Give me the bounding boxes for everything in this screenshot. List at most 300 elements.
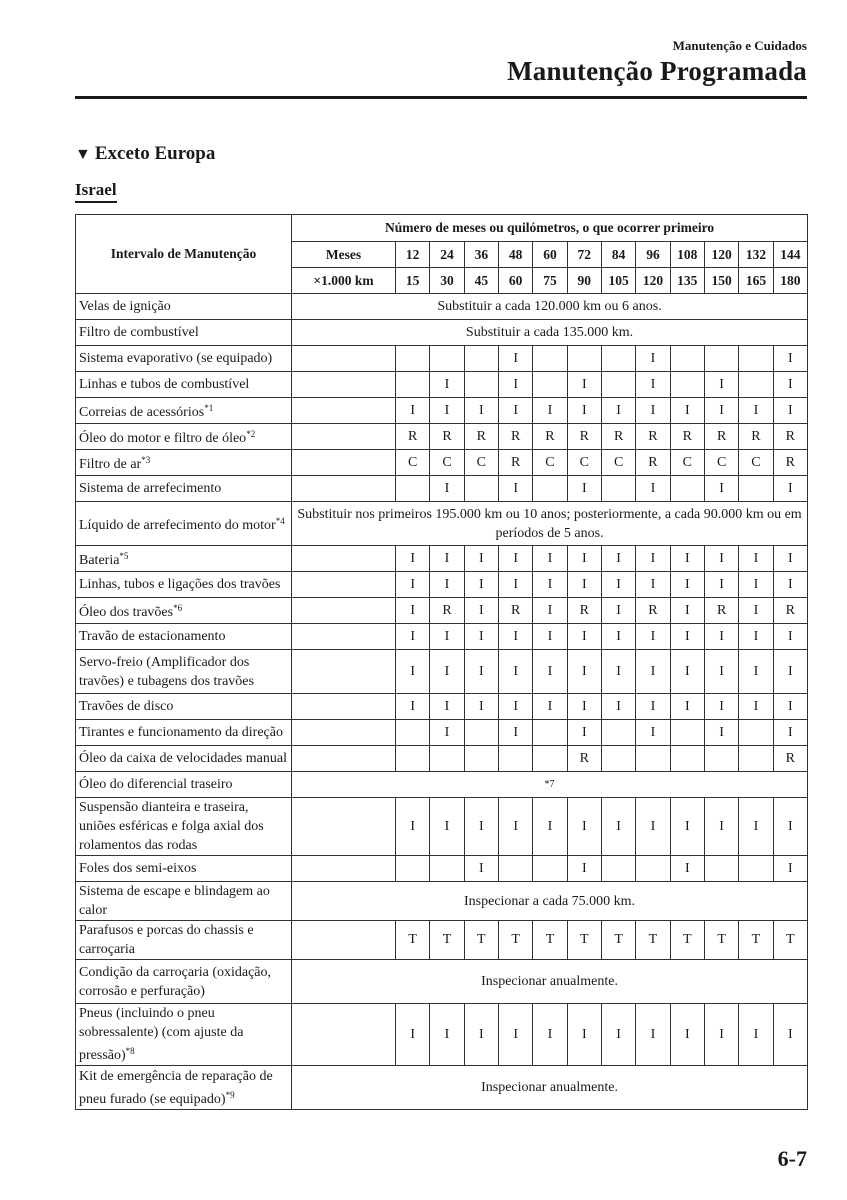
blank-cell [292,921,396,960]
interval-cell: I [396,598,430,624]
item-cell [76,372,292,398]
table-row [76,921,808,960]
interval-cell: I [773,1004,807,1066]
km-col-header: 60 [498,268,532,294]
item-cell [76,502,292,546]
interval-cell: I [464,694,498,720]
km-col-header: 165 [739,268,773,294]
blank-cell [292,398,396,424]
month-col-header: 24 [430,242,464,268]
km-col-header: 135 [670,268,704,294]
table-row [76,1066,808,1110]
interval-cell: I [773,572,807,598]
interval-cell: I [464,398,498,424]
month-col-header: 96 [636,242,670,268]
interval-cell: C [396,450,430,476]
interval-cell: C [533,450,567,476]
interval-cell: I [704,372,738,398]
table-row [76,882,808,921]
interval-cell: I [430,372,464,398]
maintenance-schedule-table [75,214,808,1110]
item-label: Parafusos e porcas do chassis e carroçaria [79,923,254,957]
triangle-down-icon: ▼ [75,146,91,163]
interval-cell: I [704,476,738,502]
interval-cell: I [773,398,807,424]
interval-cell: I [430,694,464,720]
interval-cell: I [704,798,738,856]
interval-cell: I [498,398,532,424]
interval-cell: I [498,476,532,502]
footnote-ref: *2 [246,429,256,439]
interval-cell: I [533,572,567,598]
interval-cell: I [773,798,807,856]
interval-cell: I [601,798,635,856]
page-number: 6-7 [777,1146,807,1171]
interval-cell: I [498,346,532,372]
interval-cell [430,746,464,772]
interval-cell [396,856,430,882]
item-label: Linhas e tubos de combustível [79,377,250,392]
interval-cell [601,720,635,746]
section-label: Manutenção e Cuidados [672,38,807,53]
item-label: Correias de acessórios [79,405,205,420]
interval-cell: R [704,598,738,624]
interval-cell [670,346,704,372]
item-cell [76,856,292,882]
interval-cell: I [498,546,532,572]
interval-cell: C [670,450,704,476]
item-cell [76,598,292,624]
km-col-header: 150 [704,268,738,294]
item-cell [76,882,292,921]
interval-cell: I [430,720,464,746]
interval-cell: T [636,921,670,960]
item-label: Travões de disco [79,699,174,714]
group-header-cell: Número de meses ou quilómetros, o que ocorrer primeiro [292,215,808,242]
interval-cell: I [601,624,635,650]
interval-cell: R [533,424,567,450]
interval-cell: I [670,650,704,694]
interval-cell: T [739,921,773,960]
interval-cell [533,856,567,882]
interval-cell: R [567,598,601,624]
header-row-group [76,215,808,242]
footnote-ref: *3 [141,455,151,465]
item-cell [76,960,292,1004]
item-label: Filtro de ar [79,457,142,472]
interval-cell: R [430,598,464,624]
table-row [76,1004,808,1066]
interval-cell: I [430,476,464,502]
span-cell: Substituir a cada 135.000 km. [292,320,808,346]
table-row [76,572,808,598]
interval-cell: I [498,1004,532,1066]
item-label: Foles dos semi-eixos [79,861,197,876]
interval-cell: C [567,450,601,476]
interval-cell: I [464,624,498,650]
km-col-header: 90 [567,268,601,294]
item-label: Servo-freio (Amplificador dos travões) e tubagens dos travões [79,654,254,689]
interval-cell [396,476,430,502]
item-label: Bateria [79,553,120,568]
interval-cell [601,746,635,772]
item-label: Sistema de escape e blindagem ao calor [79,884,270,918]
interval-cell: I [773,624,807,650]
interval-cell: I [601,398,635,424]
item-cell [76,772,292,798]
interval-cell [601,856,635,882]
table-row [76,546,808,572]
table-row [76,320,808,346]
interval-cell: I [533,546,567,572]
interval-cell: T [464,921,498,960]
interval-cell: C [739,450,773,476]
interval-cell: I [601,694,635,720]
interval-cell [533,720,567,746]
interval-cell [636,746,670,772]
interval-cell: R [567,746,601,772]
interval-cell: I [533,694,567,720]
interval-cell: I [773,720,807,746]
section-heading-text: Exceto Europa [94,143,216,164]
row-header-cell: Intervalo de Manutenção [76,215,292,294]
interval-cell [739,746,773,772]
month-col-header: 60 [533,242,567,268]
table-body [76,294,808,1110]
interval-cell: I [670,694,704,720]
interval-cell: I [498,694,532,720]
table-row [76,694,808,720]
interval-cell: I [567,720,601,746]
interval-cell: I [739,398,773,424]
interval-cell: I [430,650,464,694]
interval-cell: I [567,624,601,650]
item-cell [76,1004,292,1066]
interval-cell: I [533,798,567,856]
interval-cell: I [567,856,601,882]
months-label: Meses [292,242,396,268]
interval-cell [739,346,773,372]
km-label: ×1.000 km [292,268,396,294]
blank-cell [292,624,396,650]
interval-cell: I [739,798,773,856]
interval-cell: I [704,572,738,598]
interval-cell: I [636,346,670,372]
interval-cell: R [773,746,807,772]
km-col-header: 30 [430,268,464,294]
interval-cell: I [567,572,601,598]
interval-cell: I [464,798,498,856]
interval-cell: I [636,1004,670,1066]
interval-cell: I [498,624,532,650]
interval-cell: R [464,424,498,450]
interval-cell: I [739,624,773,650]
item-cell [76,921,292,960]
interval-cell: I [567,398,601,424]
interval-cell: I [567,476,601,502]
interval-cell [704,856,738,882]
table-row [76,856,808,882]
interval-cell: I [636,398,670,424]
interval-cell: I [567,546,601,572]
interval-cell: I [670,1004,704,1066]
interval-cell: T [670,921,704,960]
interval-cell: I [601,598,635,624]
interval-cell: I [636,372,670,398]
footnote-ref: *5 [119,551,129,561]
interval-cell [601,372,635,398]
item-label: Óleo do diferencial traseiro [79,777,233,792]
interval-cell [533,372,567,398]
interval-cell: I [498,720,532,746]
interval-cell: I [430,624,464,650]
table-row [76,372,808,398]
interval-cell [396,746,430,772]
interval-cell: I [739,1004,773,1066]
item-label: Óleo dos travões [79,605,174,620]
item-label: Pneus (incluindo o pneu sobressalente) (com ajuste da pressão) [79,1006,244,1063]
item-cell [76,346,292,372]
footnote-ref: *9 [225,1089,235,1100]
interval-cell: R [636,598,670,624]
interval-cell [396,346,430,372]
month-col-header: 144 [773,242,807,268]
interval-cell [396,372,430,398]
interval-cell: I [704,694,738,720]
interval-cell [396,720,430,746]
interval-cell: I [636,624,670,650]
interval-cell [704,746,738,772]
interval-cell: I [533,598,567,624]
interval-cell [601,346,635,372]
interval-cell: I [601,572,635,598]
interval-cell [670,372,704,398]
interval-cell: I [396,798,430,856]
footnote-ref: *6 [173,603,183,613]
interval-cell: R [567,424,601,450]
interval-cell: I [601,650,635,694]
section-heading [75,143,215,165]
month-col-header: 120 [704,242,738,268]
item-cell [76,650,292,694]
interval-cell [670,476,704,502]
km-col-header: 15 [396,268,430,294]
table-row [76,346,808,372]
item-cell [76,546,292,572]
interval-cell [533,746,567,772]
blank-cell [292,856,396,882]
item-label: Linhas, tubos e ligações dos travões [79,577,281,592]
interval-cell [498,746,532,772]
table-row [76,502,808,546]
interval-cell: I [670,398,704,424]
interval-cell: I [533,650,567,694]
blank-cell [292,1004,396,1066]
item-cell [76,720,292,746]
interval-cell: I [601,546,635,572]
item-label: Kit de emergência de reparação de pneu furado (se equipado) [79,1068,273,1107]
blank-cell [292,476,396,502]
interval-cell [670,720,704,746]
interval-cell [739,720,773,746]
item-label: Filtro de combustível [79,325,199,340]
month-col-header: 132 [739,242,773,268]
interval-cell [601,476,635,502]
interval-cell: I [430,572,464,598]
interval-cell: I [670,598,704,624]
interval-cell: I [396,694,430,720]
item-cell [76,320,292,346]
interval-cell: I [773,694,807,720]
km-col-header: 120 [636,268,670,294]
table-row [76,476,808,502]
interval-cell: R [773,598,807,624]
interval-cell: I [739,546,773,572]
item-label: Velas de ignição [79,299,171,314]
interval-cell: I [773,650,807,694]
item-label: Líquido de arrefecimento do motor [79,518,276,533]
blank-cell [292,450,396,476]
interval-cell [464,346,498,372]
interval-cell [567,346,601,372]
interval-cell: I [704,1004,738,1066]
blank-cell [292,424,396,450]
interval-cell [464,720,498,746]
interval-cell: T [498,921,532,960]
interval-cell: T [533,921,567,960]
item-label: Sistema evaporativo (se equipado) [79,351,273,366]
interval-cell: I [636,476,670,502]
interval-cell: T [773,921,807,960]
interval-cell [739,372,773,398]
interval-cell: I [396,398,430,424]
item-cell [76,450,292,476]
interval-cell [464,746,498,772]
footnote-ref: *4 [275,516,285,526]
table-row [76,624,808,650]
interval-cell: I [739,650,773,694]
blank-cell [292,346,396,372]
interval-cell: I [464,598,498,624]
item-cell [76,294,292,320]
span-cell: Inspecionar anualmente. [292,1066,808,1110]
interval-cell: I [567,694,601,720]
interval-cell: I [464,546,498,572]
month-col-header: 108 [670,242,704,268]
interval-cell: I [704,546,738,572]
item-label: Condição da carroçaria (oxidação, corrosão e perfuração) [79,964,272,999]
table-row [76,798,808,856]
table-row [76,720,808,746]
interval-cell: I [498,798,532,856]
interval-cell [464,372,498,398]
interval-cell: R [636,450,670,476]
interval-cell: I [533,1004,567,1066]
table-row [76,450,808,476]
km-col-header: 105 [601,268,635,294]
interval-cell: I [704,650,738,694]
interval-cell: T [567,921,601,960]
blank-cell [292,720,396,746]
blank-cell [292,746,396,772]
item-cell [76,746,292,772]
span-cell: Substituir nos primeiros 195.000 km ou 10 anos; posteriormente, a cada 90.000 km ou em períodos de 5 anos. [292,502,808,546]
interval-cell: I [773,476,807,502]
span-cell: *7 [292,772,808,798]
table-row [76,746,808,772]
interval-cell: I [670,624,704,650]
interval-cell [704,346,738,372]
interval-cell: C [430,450,464,476]
interval-cell: I [464,1004,498,1066]
item-label: Tirantes e funcionamento da direção [79,725,283,740]
interval-cell: I [533,398,567,424]
interval-cell [533,476,567,502]
interval-cell: I [739,572,773,598]
interval-cell: I [430,546,464,572]
interval-cell: I [773,546,807,572]
interval-cell: I [430,398,464,424]
interval-cell: I [396,1004,430,1066]
interval-cell: I [533,624,567,650]
interval-cell: R [498,598,532,624]
item-cell [76,624,292,650]
interval-cell: I [430,1004,464,1066]
item-label: Óleo da caixa de velocidades manual [79,751,287,766]
footnote-ref: *8 [125,1046,135,1056]
interval-cell: R [430,424,464,450]
interval-cell [670,746,704,772]
interval-cell: T [601,921,635,960]
item-cell [76,694,292,720]
item-cell [76,424,292,450]
span-cell: Substituir a cada 120.000 km ou 6 anos. [292,294,808,320]
table-row [76,398,808,424]
interval-cell [636,856,670,882]
month-col-header: 72 [567,242,601,268]
interval-cell: I [670,798,704,856]
interval-cell: I [670,856,704,882]
item-cell [76,1066,292,1110]
interval-cell: R [396,424,430,450]
interval-cell: I [773,856,807,882]
interval-cell [498,856,532,882]
interval-cell: I [773,372,807,398]
interval-cell: C [704,450,738,476]
blank-cell [292,694,396,720]
interval-cell: T [396,921,430,960]
month-col-header: 48 [498,242,532,268]
interval-cell: R [498,450,532,476]
item-cell [76,572,292,598]
interval-cell: I [396,624,430,650]
interval-cell [464,476,498,502]
km-col-header: 180 [773,268,807,294]
table-header [76,215,808,294]
interval-cell: I [601,1004,635,1066]
month-col-header: 12 [396,242,430,268]
interval-cell [739,476,773,502]
interval-cell: T [704,921,738,960]
interval-cell: I [636,650,670,694]
region-heading: Israel [75,180,117,203]
interval-cell: I [498,650,532,694]
interval-cell: I [739,598,773,624]
interval-cell: I [396,546,430,572]
km-col-header: 45 [464,268,498,294]
interval-cell: I [670,546,704,572]
blank-cell [292,546,396,572]
